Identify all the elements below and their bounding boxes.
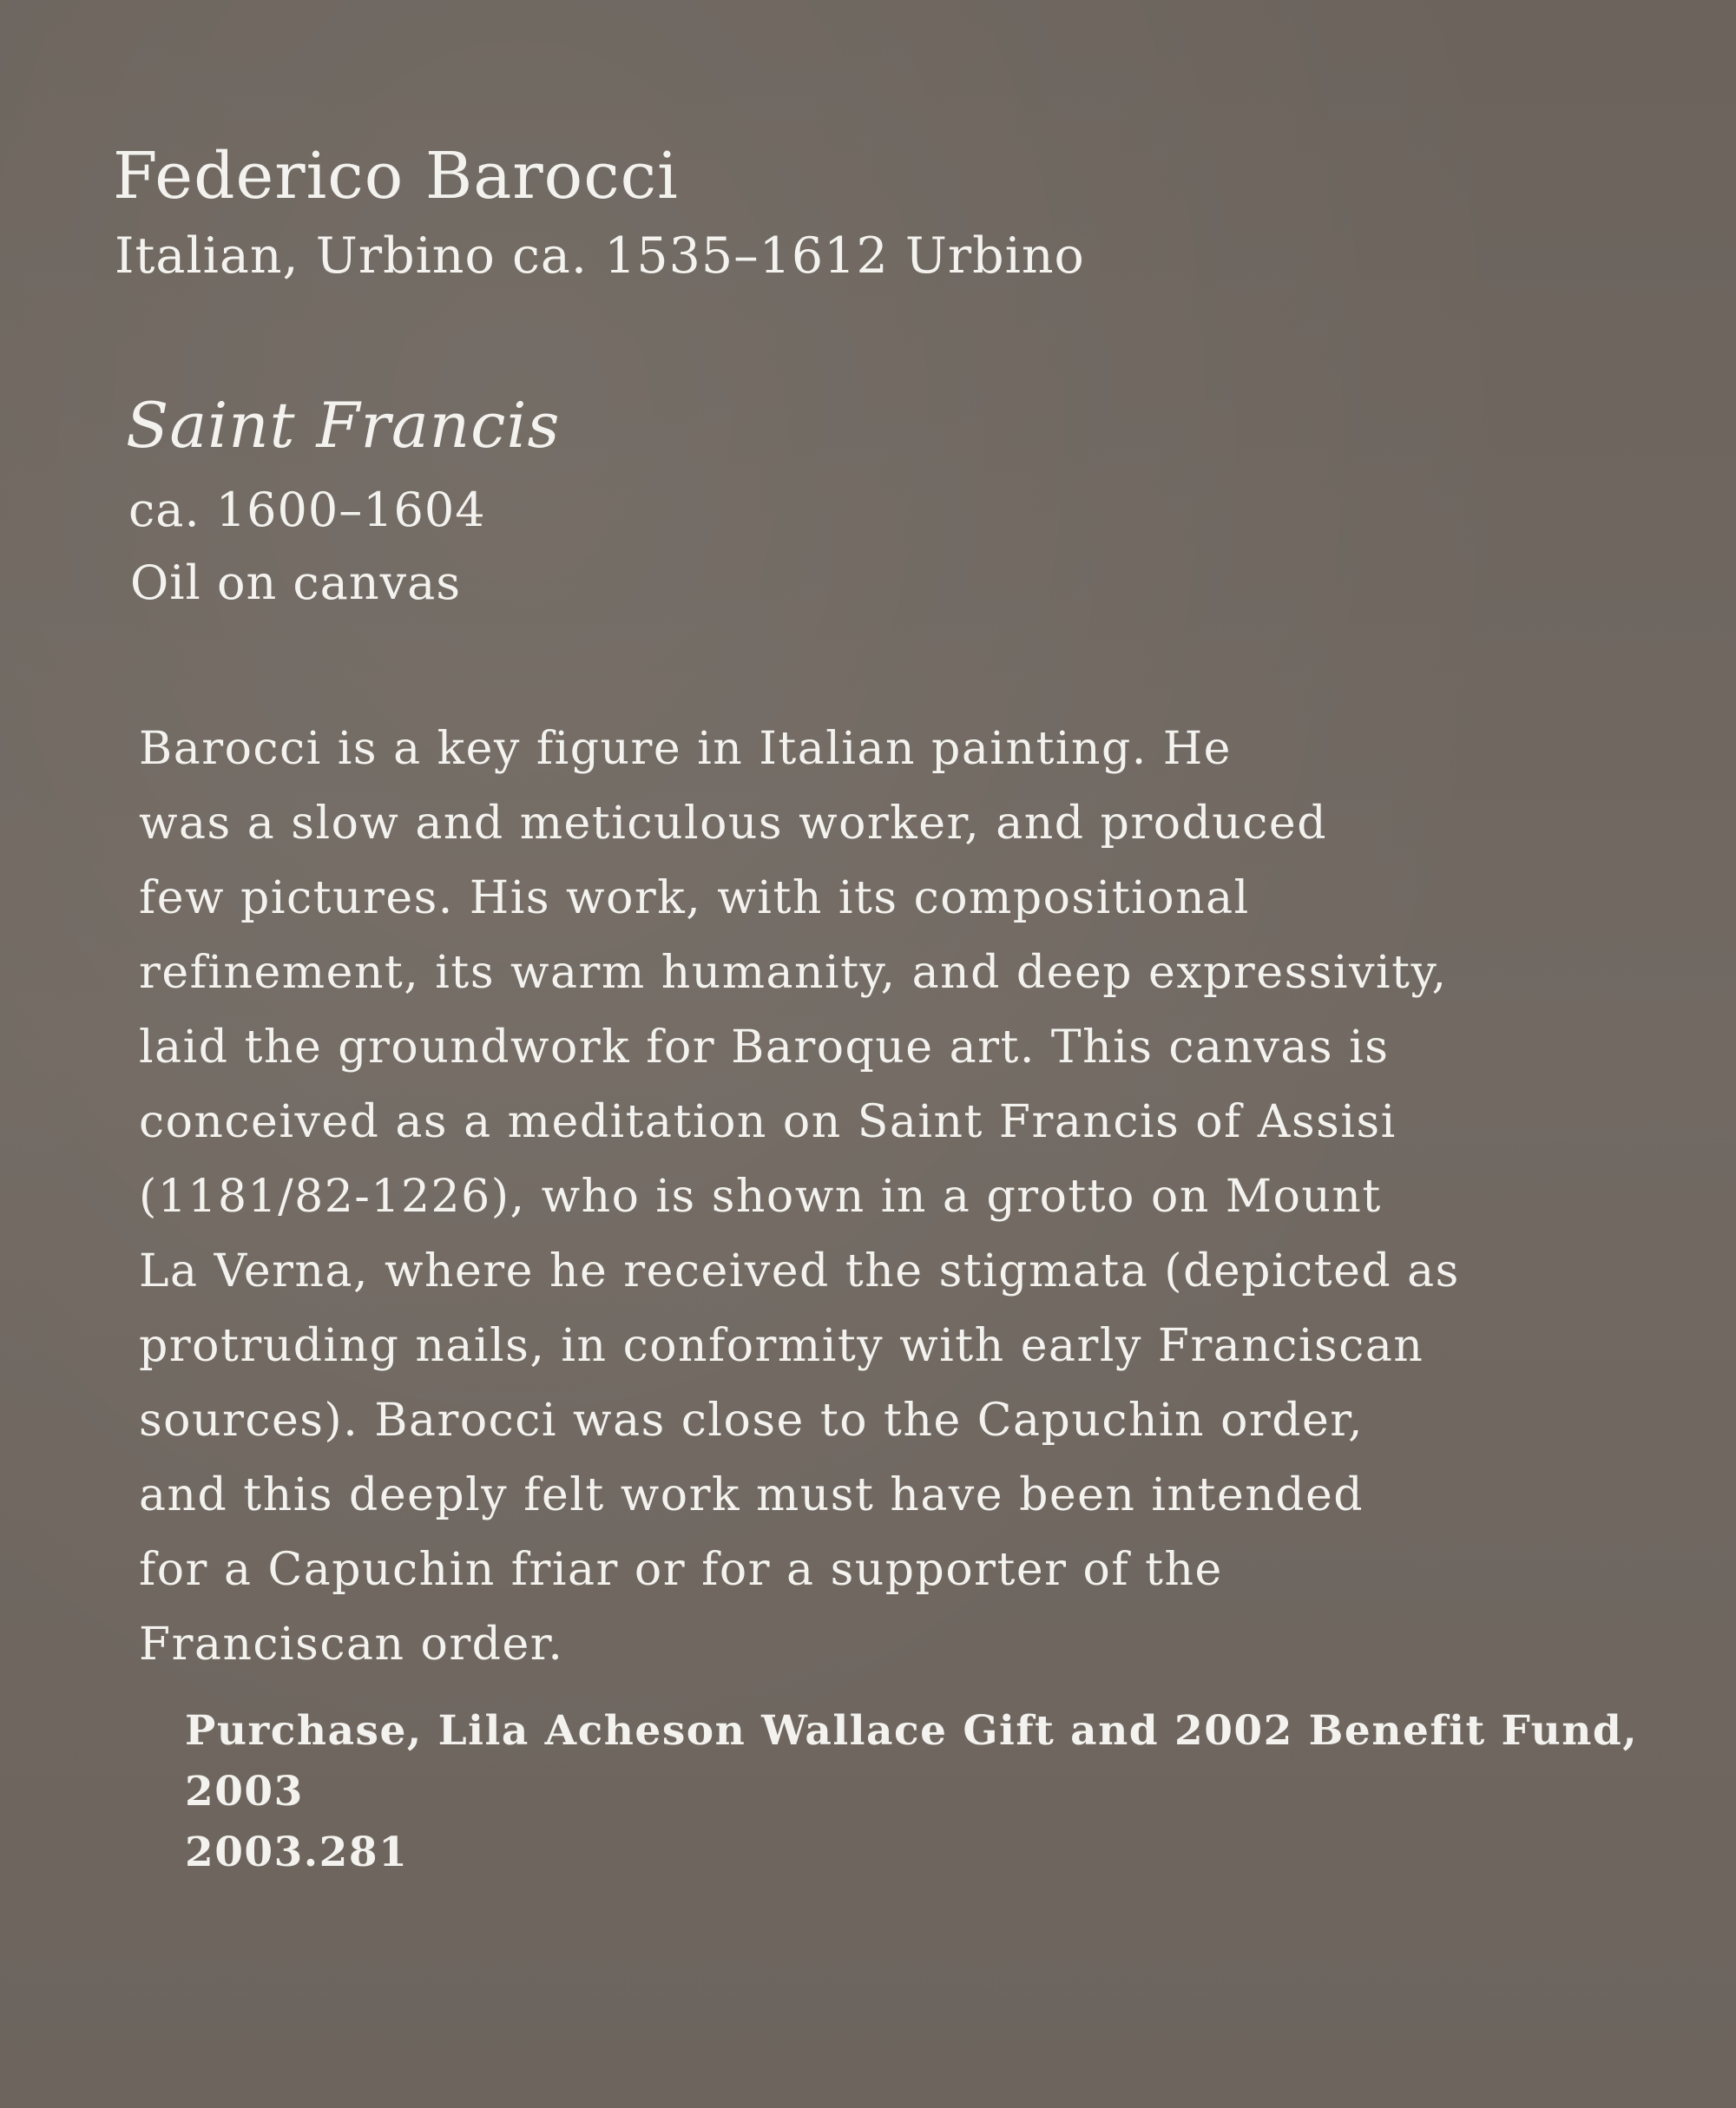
description-line: for a Capuchin friar or for a supporter of the	[139, 1544, 1223, 1596]
description-line: Franciscan order.	[139, 1619, 564, 1671]
description-line: and this deeply felt work must have been intended	[139, 1469, 1364, 1521]
description-line: conceived as a meditation on Saint Francis of Assisi	[139, 1096, 1397, 1148]
description-line: Barocci is a key figure in Italian painting. He	[139, 723, 1232, 775]
accession-number: 2003.281	[185, 1829, 409, 1876]
credit-year: 2003	[185, 1768, 304, 1816]
credit-source: Purchase, Lila Acheson Wallace Gift and 2002 Benefit Fund,	[185, 1707, 1639, 1755]
description-text	[139, 712, 1545, 1682]
description-line: few pictures. His work, with its compositional	[139, 872, 1250, 924]
credit-line	[185, 1701, 1638, 1883]
description-line: (1181/82-1226), who is shown in a grotto on Mount	[139, 1171, 1382, 1223]
artist-name: Federico Barocci	[113, 139, 679, 213]
artwork-medium: Oil on canvas	[130, 555, 462, 610]
description-line: protruding nails, in conformity with early Franciscan	[139, 1320, 1424, 1372]
description-line: sources). Barocci was close to the Capuchin order,	[139, 1395, 1364, 1447]
artwork-title: Saint Francis	[126, 389, 561, 462]
artist-bio: Italian, Urbino ca. 1535–1612 Urbino	[115, 227, 1085, 285]
artwork-date: ca. 1600–1604	[128, 483, 486, 537]
description-line: refinement, its warm humanity, and deep expressivity,	[139, 947, 1448, 999]
description-line: laid the groundwork for Baroque art. This canvas is	[139, 1021, 1390, 1074]
description-line: La Verna, where he received the stigmata (depicted as	[139, 1245, 1460, 1297]
description-line: was a slow and meticulous worker, and produced	[139, 798, 1327, 850]
